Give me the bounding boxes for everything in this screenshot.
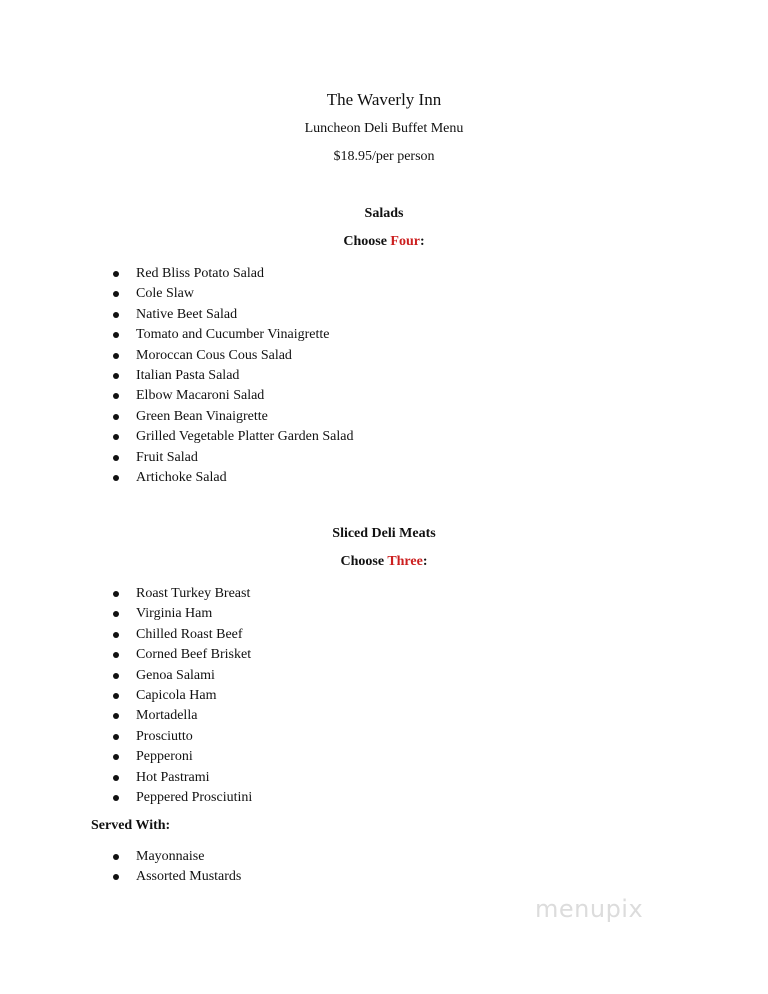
- list-item: Mortadella: [0, 706, 252, 726]
- list-item: Assorted Mustards: [0, 867, 241, 887]
- list-item: Artichoke Salad: [0, 468, 353, 488]
- list-item: Corned Beef Brisket: [0, 645, 252, 665]
- menu-subtitle: Luncheon Deli Buffet Menu: [304, 121, 464, 136]
- served-with-list: [0, 847, 241, 888]
- list-item: Grilled Vegetable Platter Garden Salad: [0, 427, 353, 447]
- choose-colon: :: [422, 554, 428, 569]
- restaurant-name: The Waverly Inn: [326, 90, 442, 109]
- served-with-heading: Served With:: [91, 818, 171, 833]
- list-item: Red Bliss Potato Salad: [0, 264, 353, 284]
- meats-heading: Sliced Deli Meats: [332, 526, 436, 541]
- list-item: Peppered Prosciutini: [0, 788, 252, 808]
- list-item: Italian Pasta Salad: [0, 366, 353, 386]
- list-item: Mayonnaise: [0, 847, 241, 867]
- salads-heading: Salads: [364, 206, 404, 221]
- list-item: Native Beet Salad: [0, 305, 353, 325]
- menupix-watermark: menupix: [535, 895, 644, 923]
- list-item: Tomato and Cucumber Vinaigrette: [0, 325, 353, 345]
- list-item: Elbow Macaroni Salad: [0, 386, 353, 406]
- choose-count: Four: [390, 234, 420, 249]
- list-item: Chilled Roast Beef: [0, 625, 252, 645]
- choose-colon: :: [419, 234, 425, 249]
- list-item: Virginia Ham: [0, 604, 252, 624]
- list-item: Pepperoni: [0, 747, 252, 767]
- list-item: Moroccan Cous Cous Salad: [0, 346, 353, 366]
- list-item: Prosciutto: [0, 727, 252, 747]
- menu-price: $18.95/per person: [333, 149, 435, 164]
- salads-choose-instruction: [0, 234, 768, 250]
- list-item: Genoa Salami: [0, 666, 252, 686]
- list-item: Green Bean Vinaigrette: [0, 407, 353, 427]
- choose-count: Three: [387, 554, 423, 569]
- meats-choose-instruction: [0, 554, 768, 570]
- list-item: Capicola Ham: [0, 686, 252, 706]
- list-item: Cole Slaw: [0, 284, 353, 304]
- choose-label: Choose: [343, 234, 391, 249]
- salad-list: [0, 264, 353, 488]
- meat-list: [0, 584, 252, 808]
- choose-label: Choose: [340, 554, 388, 569]
- list-item: Fruit Salad: [0, 448, 353, 468]
- list-item: Hot Pastrami: [0, 768, 252, 788]
- list-item: Roast Turkey Breast: [0, 584, 252, 604]
